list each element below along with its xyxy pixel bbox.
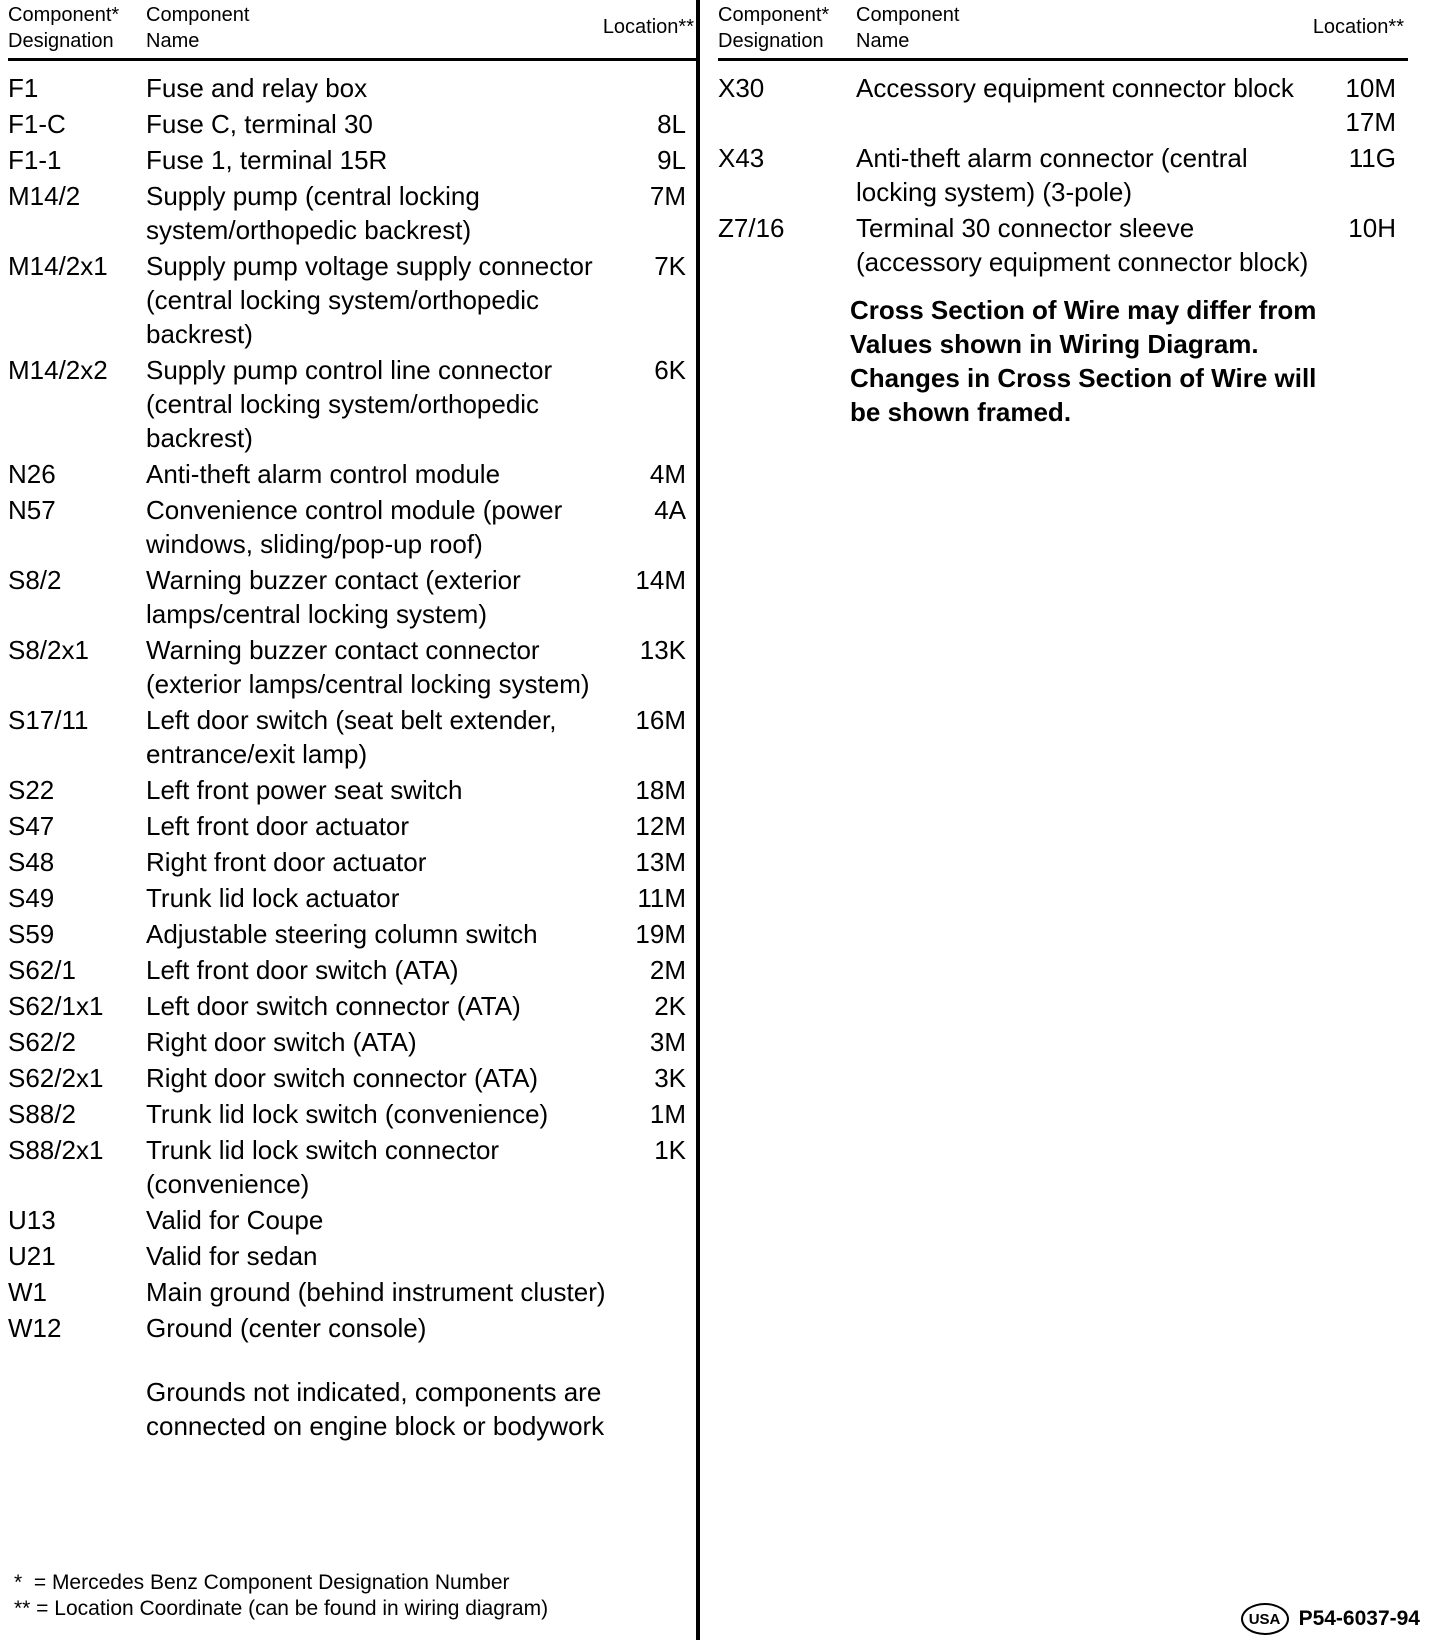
name-cell: Ground (center console) [146, 1313, 427, 1343]
header-name: Component Name [856, 4, 960, 52]
location-cell: 4A [654, 495, 686, 525]
designation-cell: Z7/16 [718, 213, 785, 243]
location-cell: 11G [1348, 143, 1396, 173]
table-row [718, 211, 1408, 279]
location-cell: 4M [649, 459, 686, 489]
location-cell: 10M 17M [1345, 73, 1396, 137]
warning-line-2: Changes in Cross Section of Wire will be shown framed. [850, 363, 1317, 427]
left-column [8, 0, 698, 1443]
header-location: Location** [602, 16, 694, 38]
table-row [8, 1061, 698, 1095]
name-cell: Anti-theft alarm control module [146, 459, 501, 489]
table-row [8, 353, 698, 455]
name-cell: Warning buzzer contact connector (exterior lamps/central locking system) [146, 635, 590, 699]
designation-cell: X43 [718, 143, 765, 173]
designation-cell: S49 [8, 883, 55, 913]
header-designation: Component* Designation [718, 4, 830, 52]
name-cell: Fuse C, terminal 30 [146, 109, 373, 139]
footnotes [14, 1570, 548, 1622]
name-cell: Left front door actuator [146, 811, 410, 841]
name-cell: Trunk lid lock switch connector (convenience) [146, 1135, 500, 1199]
designation-cell: M14/2x2 [8, 355, 108, 385]
table-row [8, 917, 698, 951]
table-row [8, 1203, 698, 1237]
name-cell: Terminal 30 connector sleeve (accessory equipment connector block) [856, 213, 1309, 277]
location-cell: 16M [635, 705, 686, 735]
table-row [8, 457, 698, 491]
designation-cell: F1 [8, 73, 39, 103]
designation-cell: F1-1 [8, 145, 62, 175]
usa-badge-icon: USA [1241, 1603, 1289, 1635]
table-row [8, 1239, 698, 1273]
right-component-list [718, 71, 1408, 279]
designation-cell: W12 [8, 1313, 62, 1343]
name-cell: Right door switch connector (ATA) [146, 1063, 539, 1093]
table-row [8, 493, 698, 561]
location-cell: 9L [657, 145, 686, 175]
name-cell: Convenience control module (power windows, sliding/pop-up roof) [146, 495, 563, 559]
table-row [8, 249, 698, 351]
right-header [718, 0, 1408, 61]
name-cell: Supply pump voltage supply connector (central locking system/orthopedic backrest) [146, 251, 593, 349]
table-row [8, 953, 698, 987]
designation-cell: S22 [8, 775, 55, 805]
table-row [8, 845, 698, 879]
right-column [718, 0, 1408, 429]
table-row [8, 71, 698, 105]
location-cell: 7K [654, 251, 686, 281]
table-row [718, 71, 1408, 139]
table-row [8, 633, 698, 701]
table-row [8, 703, 698, 771]
designation-cell: S88/2x1 [8, 1135, 104, 1165]
header-location: Location** [1312, 16, 1404, 38]
document-code [1241, 1603, 1420, 1635]
designation-cell: N57 [8, 495, 56, 525]
name-cell: Main ground (behind instrument cluster) [146, 1277, 606, 1307]
table-row [8, 773, 698, 807]
name-cell: Right front door actuator [146, 847, 427, 877]
designation-cell: S48 [8, 847, 55, 877]
location-cell: 19M [635, 919, 686, 949]
location-cell: 1K [654, 1135, 686, 1165]
left-component-list [8, 71, 698, 1345]
location-cell [616, 1203, 686, 1237]
location-cell: 8L [657, 109, 686, 139]
location-cell: 2K [654, 991, 686, 1021]
designation-cell: M14/2x1 [8, 251, 108, 281]
name-cell: Valid for sedan [146, 1241, 318, 1271]
table-row [8, 1275, 698, 1309]
designation-cell: U13 [8, 1205, 56, 1235]
location-cell: 18M [635, 775, 686, 805]
location-cell: 7M [649, 181, 686, 211]
name-cell: Accessory equipment connector block [856, 73, 1294, 103]
designation-cell: N26 [8, 459, 56, 489]
table-row [8, 881, 698, 915]
name-cell: Adjustable steering column switch [146, 919, 538, 949]
designation-cell: S8/2x1 [8, 635, 89, 665]
wire-warning [850, 293, 1330, 429]
designation-cell: S62/2 [8, 1027, 76, 1057]
name-cell: Trunk lid lock switch (convenience) [146, 1099, 549, 1129]
table-row [8, 1311, 698, 1345]
footnote-designation: * = Mercedes Benz Component Designation Number [14, 1571, 510, 1594]
name-cell: Left front power seat switch [146, 775, 463, 805]
name-cell: Right door switch (ATA) [146, 1027, 417, 1057]
name-cell: Left door switch (seat belt extender, entrance/exit lamp) [146, 705, 557, 769]
designation-cell: M14/2 [8, 181, 81, 211]
name-cell: Supply pump control line connector (central locking system/orthopedic backrest) [146, 355, 553, 453]
designation-cell: S62/1 [8, 955, 76, 985]
name-cell: Warning buzzer contact (exterior lamps/central locking system) [146, 565, 521, 629]
name-cell: Anti-theft alarm connector (central locking system) (3-pole) [856, 143, 1248, 207]
designation-cell: S62/2x1 [8, 1063, 104, 1093]
location-cell: 2M [649, 955, 686, 985]
name-cell: Fuse and relay box [146, 73, 368, 103]
location-cell: 1M [649, 1099, 686, 1129]
designation-cell: W1 [8, 1277, 47, 1307]
table-row [8, 143, 698, 177]
designation-cell: S88/2 [8, 1099, 76, 1129]
location-cell: 13K [639, 635, 686, 665]
table-row [718, 141, 1408, 209]
location-cell: 12M [635, 811, 686, 841]
name-cell: Valid for Coupe [146, 1205, 324, 1235]
document-number: P54-6037-94 [1298, 1607, 1420, 1630]
location-cell [616, 1239, 686, 1273]
name-cell: Trunk lid lock actuator [146, 883, 400, 913]
designation-cell: U21 [8, 1241, 56, 1271]
warning-line-1: Cross Section of Wire may differ from Values shown in Wiring Diagram. [850, 295, 1317, 359]
location-cell: 6K [654, 355, 686, 385]
designation-cell: S59 [8, 919, 55, 949]
location-cell: 14M [635, 565, 686, 595]
footnote-location: ** = Location Coordinate (can be found in wiring diagram) [14, 1597, 549, 1620]
table-row [8, 1133, 698, 1201]
table-row [8, 1097, 698, 1131]
designation-cell: S17/11 [8, 705, 89, 735]
location-cell [616, 1311, 686, 1345]
table-row [8, 1025, 698, 1059]
location-cell [616, 1275, 686, 1309]
location-cell: 13M [635, 847, 686, 877]
location-cell: 3M [649, 1027, 686, 1057]
designation-cell: S8/2 [8, 565, 62, 595]
location-cell [616, 71, 686, 105]
table-row [8, 107, 698, 141]
table-row [8, 563, 698, 631]
designation-cell: F1-C [8, 109, 66, 139]
left-header [8, 0, 698, 61]
grounds-note: Grounds not indicated, components are connected on engine block or bodywork [146, 1377, 605, 1441]
table-row [8, 179, 698, 247]
table-row [8, 809, 698, 843]
name-cell: Left door switch connector (ATA) [146, 991, 521, 1021]
designation-cell: S47 [8, 811, 55, 841]
designation-cell: S62/1x1 [8, 991, 104, 1021]
name-cell: Supply pump (central locking system/orthopedic backrest) [146, 181, 480, 245]
location-cell: 3K [654, 1063, 686, 1093]
designation-cell: X30 [718, 73, 765, 103]
name-cell: Fuse 1, terminal 15R [146, 145, 388, 175]
header-designation: Component* Designation [8, 4, 120, 52]
name-cell: Left front door switch (ATA) [146, 955, 459, 985]
location-cell: 10H [1348, 213, 1396, 243]
table-row [8, 989, 698, 1023]
header-name: Component Name [146, 4, 250, 52]
location-cell: 11M [637, 883, 686, 913]
